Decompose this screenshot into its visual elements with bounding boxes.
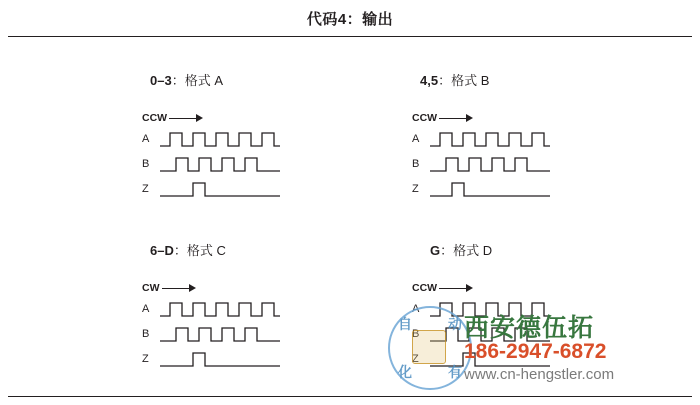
channel-label-a: A <box>412 303 420 315</box>
panel-format: ：格式 B <box>438 73 490 88</box>
channel-label-b: B <box>142 158 150 170</box>
arrow-right-icon <box>162 283 196 293</box>
seal-char-4: 有 <box>448 366 462 381</box>
waveform-z <box>160 350 280 368</box>
direction-indicator <box>142 112 203 124</box>
channel-label-a: A <box>142 133 150 145</box>
waveform-a <box>160 300 280 318</box>
channel-label-b: B <box>412 328 420 340</box>
waveform-b <box>160 325 280 343</box>
bottom-divider <box>8 396 692 397</box>
seal-char-3: 化 <box>398 366 412 381</box>
panel-format: ：格式 D <box>440 243 493 258</box>
seal-char-1: 自 <box>398 318 412 333</box>
title-divider <box>8 36 692 37</box>
panel-label <box>150 70 223 89</box>
watermark-phone: 186-2947-6872 <box>464 340 607 363</box>
panel-format-c <box>120 240 390 390</box>
channel-label-z: Z <box>412 353 419 365</box>
panel-label <box>430 240 492 259</box>
direction-indicator <box>412 112 473 124</box>
waveform-a <box>160 130 280 148</box>
channel-label-b: B <box>142 328 150 340</box>
panel-code: G <box>430 243 441 258</box>
arrow-right-icon <box>169 113 203 123</box>
watermark-company: 西安德伍拓 <box>464 315 595 342</box>
waveform-z <box>160 180 280 198</box>
panel-format: ：格式 A <box>171 73 223 88</box>
channel-label-a: A <box>142 303 150 315</box>
panel-label <box>150 240 226 259</box>
panel-format-b <box>390 70 660 220</box>
channel-label-z: Z <box>142 183 149 195</box>
waveform-b <box>430 325 550 343</box>
channel-label-b: B <box>412 158 420 170</box>
waveform-b <box>160 155 280 173</box>
panel-code: 6–D <box>150 243 174 258</box>
direction-label: CCW <box>412 282 438 294</box>
waveform-b <box>430 155 550 173</box>
panel-code: 0–3 <box>150 73 172 88</box>
page-title: 代码4：输出 <box>306 11 394 28</box>
direction-label: CW <box>142 282 160 294</box>
channel-label-z: Z <box>142 353 149 365</box>
direction-indicator <box>142 282 196 294</box>
waveform-z <box>430 180 550 198</box>
arrow-right-icon <box>439 113 473 123</box>
watermark-website: www.cn-hengstler.com <box>464 366 615 383</box>
seal-char-2: 动 <box>448 318 462 333</box>
panel-format-a <box>120 70 390 220</box>
arrow-right-icon <box>439 283 473 293</box>
direction-label: CCW <box>412 112 438 124</box>
waveform-z <box>430 350 550 368</box>
panel-code: 4,5 <box>420 73 439 88</box>
direction-indicator <box>412 282 473 294</box>
channel-label-z: Z <box>412 183 419 195</box>
direction-label: CCW <box>142 112 168 124</box>
waveform-a <box>430 130 550 148</box>
panel-label <box>420 70 489 89</box>
panel-format: ：格式 C <box>173 243 226 258</box>
waveform-a <box>430 300 550 318</box>
channel-label-a: A <box>412 133 420 145</box>
panel-format-d <box>390 240 660 390</box>
